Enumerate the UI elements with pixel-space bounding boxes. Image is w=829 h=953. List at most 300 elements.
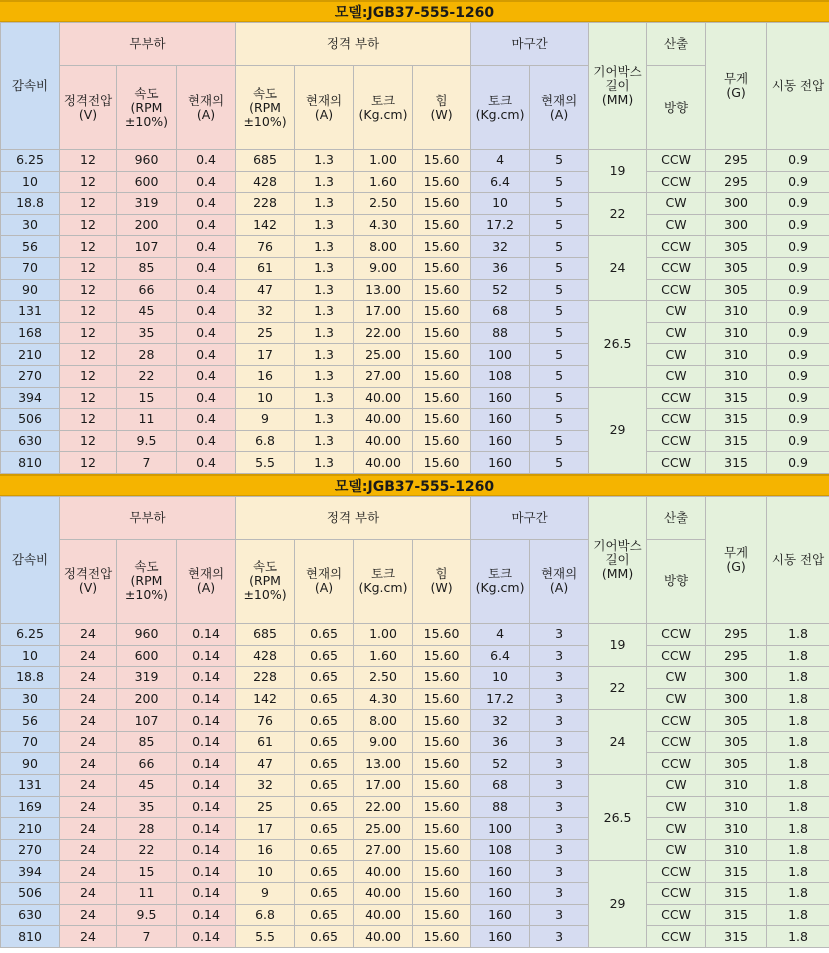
cell-rated-current: 0.65 [295, 667, 354, 689]
cell-weight: 310 [706, 796, 767, 818]
cell-direction: CW [647, 667, 706, 689]
cell-start-voltage: 0.9 [767, 452, 829, 474]
cell-direction: CCW [647, 430, 706, 452]
cell-rated-speed: 32 [236, 775, 295, 797]
cell-gearbox-length: 19 [589, 150, 647, 193]
cell-stall-current: 5 [530, 279, 589, 301]
table-row [1, 861, 829, 883]
header-line: 정격전압 [63, 92, 113, 108]
cell-no-load-speed: 85 [117, 257, 177, 279]
header-line: (A) [549, 580, 569, 596]
cell-no-load-current: 0.4 [177, 365, 236, 387]
cell-start-voltage: 0.9 [767, 279, 829, 301]
cell-voltage: 12 [60, 409, 117, 431]
cell-voltage: 12 [60, 214, 117, 236]
cell-no-load-current: 0.4 [177, 257, 236, 279]
table-row [1, 839, 829, 861]
cell-start-voltage: 1.8 [767, 667, 829, 689]
cell-stall-current: 5 [530, 365, 589, 387]
cell-rated-torque: 40.00 [354, 883, 413, 905]
cell-no-load-current: 0.14 [177, 731, 236, 753]
header-ratio: 감속비 [1, 496, 60, 623]
cell-rated-torque: 17.00 [354, 301, 413, 323]
cell-no-load-speed: 15 [117, 387, 177, 409]
cell-no-load-current: 0.14 [177, 818, 236, 840]
cell-start-voltage: 0.9 [767, 365, 829, 387]
table-row [1, 365, 829, 387]
header-line: (Kg.cm) [475, 580, 525, 596]
header-sub-row [1, 539, 829, 623]
header-line: 힘 [435, 566, 448, 582]
cell-no-load-speed: 11 [117, 409, 177, 431]
model-title: 모델:JGB37-555-1260 [0, 0, 829, 22]
cell-start-voltage: 1.8 [767, 883, 829, 905]
cell-no-load-current: 0.14 [177, 839, 236, 861]
cell-rated-speed: 685 [236, 623, 295, 645]
cell-rated-power: 15.60 [413, 344, 471, 366]
cell-start-voltage: 1.8 [767, 818, 829, 840]
cell-gearbox-length: 26.5 [589, 775, 647, 861]
cell-voltage: 24 [60, 775, 117, 797]
cell-rated-current: 1.3 [295, 301, 354, 323]
cell-direction: CCW [647, 926, 706, 948]
cell-direction: CW [647, 193, 706, 215]
cell-stall-current: 5 [530, 257, 589, 279]
cell-ratio: 131 [1, 775, 60, 797]
cell-direction: CCW [647, 409, 706, 431]
cell-stall-torque: 68 [471, 775, 530, 797]
cell-voltage: 24 [60, 926, 117, 948]
cell-stall-torque: 160 [471, 430, 530, 452]
cell-rated-power: 15.60 [413, 193, 471, 215]
cell-rated-speed: 17 [236, 818, 295, 840]
cell-start-voltage: 1.8 [767, 775, 829, 797]
header-stall-current [530, 539, 589, 623]
header-stall-current [530, 66, 589, 150]
cell-start-voltage: 0.9 [767, 171, 829, 193]
cell-rated-power: 15.60 [413, 861, 471, 883]
cell-voltage: 24 [60, 753, 117, 775]
header-line: (Kg.cm) [475, 106, 525, 122]
cell-no-load-speed: 22 [117, 365, 177, 387]
cell-rated-torque: 40.00 [354, 387, 413, 409]
cell-stall-current: 5 [530, 214, 589, 236]
header-line: 토크 [487, 566, 513, 582]
header-line: 속도 [134, 85, 159, 101]
cell-stall-current: 3 [530, 796, 589, 818]
cell-rated-current: 0.65 [295, 645, 354, 667]
header-line: (RPM [249, 573, 281, 589]
header-sub-row [1, 66, 829, 150]
table-row [1, 257, 829, 279]
cell-rated-torque: 4.30 [354, 688, 413, 710]
cell-weight: 295 [706, 171, 767, 193]
header-line: (RPM [130, 573, 163, 589]
cell-voltage: 24 [60, 839, 117, 861]
cell-rated-speed: 228 [236, 667, 295, 689]
header-no-load-voltage [60, 66, 117, 150]
cell-start-voltage: 0.9 [767, 301, 829, 323]
cell-stall-current: 5 [530, 452, 589, 474]
cell-gearbox-length: 26.5 [589, 301, 647, 387]
cell-rated-power: 15.60 [413, 688, 471, 710]
cell-stall-current: 3 [530, 731, 589, 753]
cell-no-load-current: 0.14 [177, 926, 236, 948]
header-rated-torque [354, 539, 413, 623]
cell-rated-current: 1.3 [295, 236, 354, 258]
cell-voltage: 12 [60, 257, 117, 279]
cell-rated-torque: 8.00 [354, 236, 413, 258]
header-line: 속도 [134, 559, 159, 575]
header-line: (A) [549, 106, 569, 122]
cell-direction: CW [647, 839, 706, 861]
cell-no-load-current: 0.14 [177, 861, 236, 883]
header-rated-torque [354, 66, 413, 150]
cell-direction: CCW [647, 883, 706, 905]
cell-stall-current: 3 [530, 818, 589, 840]
cell-rated-torque: 1.00 [354, 150, 413, 172]
header-line: 토크 [370, 566, 396, 582]
cell-rated-current: 0.65 [295, 839, 354, 861]
cell-start-voltage: 1.8 [767, 645, 829, 667]
header-line: (A) [314, 580, 334, 596]
cell-stall-current: 5 [530, 301, 589, 323]
cell-rated-speed: 428 [236, 171, 295, 193]
cell-stall-torque: 32 [471, 236, 530, 258]
cell-weight: 300 [706, 193, 767, 215]
spec-block [0, 0, 829, 474]
header-line: 기어박스 [593, 537, 642, 553]
cell-rated-torque: 1.60 [354, 645, 413, 667]
cell-ratio: 210 [1, 818, 60, 840]
header-stall: 마구간 [471, 496, 589, 539]
spec-block [0, 474, 829, 948]
cell-rated-speed: 6.8 [236, 430, 295, 452]
cell-rated-torque: 17.00 [354, 775, 413, 797]
cell-stall-current: 5 [530, 409, 589, 431]
table-row [1, 171, 829, 193]
cell-voltage: 24 [60, 861, 117, 883]
cell-rated-current: 1.3 [295, 257, 354, 279]
table-row [1, 904, 829, 926]
cell-rated-speed: 10 [236, 387, 295, 409]
cell-stall-current: 3 [530, 839, 589, 861]
cell-stall-current: 3 [530, 667, 589, 689]
cell-rated-power: 15.60 [413, 818, 471, 840]
cell-rated-current: 1.3 [295, 387, 354, 409]
cell-direction: CW [647, 688, 706, 710]
cell-voltage: 12 [60, 171, 117, 193]
cell-rated-current: 1.3 [295, 409, 354, 431]
header-stall-torque [471, 539, 530, 623]
cell-no-load-speed: 11 [117, 883, 177, 905]
cell-rated-power: 15.60 [413, 387, 471, 409]
header-line: (W) [430, 580, 453, 596]
cell-rated-speed: 6.8 [236, 904, 295, 926]
cell-stall-torque: 100 [471, 344, 530, 366]
cell-no-load-speed: 960 [117, 150, 177, 172]
cell-rated-speed: 10 [236, 861, 295, 883]
cell-rated-current: 0.65 [295, 796, 354, 818]
header-line: 속도 [252, 559, 278, 575]
cell-stall-torque: 160 [471, 387, 530, 409]
cell-weight: 315 [706, 904, 767, 926]
cell-rated-power: 15.60 [413, 926, 471, 948]
cell-stall-torque: 52 [471, 753, 530, 775]
cell-no-load-current: 0.4 [177, 150, 236, 172]
cell-ratio: 168 [1, 322, 60, 344]
cell-weight: 310 [706, 301, 767, 323]
table-row [1, 214, 829, 236]
cell-voltage: 24 [60, 688, 117, 710]
cell-ratio: 6.25 [1, 150, 60, 172]
header-line: 속도 [252, 85, 278, 101]
cell-direction: CW [647, 301, 706, 323]
header-line: ±10%) [243, 587, 287, 603]
cell-ratio: 90 [1, 279, 60, 301]
table-row [1, 688, 829, 710]
cell-stall-current: 5 [530, 193, 589, 215]
cell-stall-torque: 36 [471, 731, 530, 753]
cell-voltage: 24 [60, 883, 117, 905]
cell-no-load-speed: 28 [117, 818, 177, 840]
header-start-voltage: 시동 전압 [767, 496, 829, 623]
cell-gearbox-length: 19 [589, 623, 647, 666]
header-rated-load: 정격 부하 [236, 496, 471, 539]
table-row [1, 452, 829, 474]
cell-rated-torque: 22.00 [354, 322, 413, 344]
cell-weight: 305 [706, 753, 767, 775]
cell-ratio: 506 [1, 409, 60, 431]
cell-rated-power: 15.60 [413, 796, 471, 818]
cell-rated-speed: 25 [236, 322, 295, 344]
cell-no-load-speed: 7 [117, 926, 177, 948]
cell-weight: 310 [706, 775, 767, 797]
cell-ratio: 18.8 [1, 667, 60, 689]
header-line: 길이 [605, 78, 630, 93]
header-stall: 마구간 [471, 23, 589, 66]
header-line: 토크 [487, 92, 513, 108]
cell-rated-power: 15.60 [413, 452, 471, 474]
cell-stall-torque: 10 [471, 193, 530, 215]
cell-no-load-current: 0.14 [177, 775, 236, 797]
header-line: (Kg.cm) [358, 580, 408, 596]
header-group-row [1, 23, 829, 66]
header-stall-torque [471, 66, 530, 150]
cell-no-load-current: 0.4 [177, 322, 236, 344]
cell-voltage: 12 [60, 387, 117, 409]
cell-voltage: 12 [60, 279, 117, 301]
cell-direction: CCW [647, 387, 706, 409]
table-row [1, 236, 829, 258]
cell-stall-torque: 6.4 [471, 645, 530, 667]
cell-stall-torque: 108 [471, 839, 530, 861]
cell-rated-current: 0.65 [295, 753, 354, 775]
header-no-load-speed [117, 539, 177, 623]
cell-no-load-speed: 85 [117, 731, 177, 753]
header-line: 무게 [723, 544, 749, 560]
cell-no-load-speed: 45 [117, 301, 177, 323]
cell-start-voltage: 0.9 [767, 344, 829, 366]
cell-direction: CW [647, 365, 706, 387]
spec-table [0, 496, 829, 948]
cell-stall-current: 3 [530, 861, 589, 883]
cell-weight: 310 [706, 322, 767, 344]
cell-no-load-speed: 35 [117, 322, 177, 344]
cell-weight: 310 [706, 818, 767, 840]
cell-start-voltage: 0.9 [767, 430, 829, 452]
cell-no-load-speed: 107 [117, 236, 177, 258]
header-line: (MM) [601, 92, 634, 107]
cell-no-load-speed: 22 [117, 839, 177, 861]
cell-gearbox-length: 24 [589, 710, 647, 775]
table-row [1, 775, 829, 797]
cell-rated-torque: 2.50 [354, 667, 413, 689]
header-line: (MM) [601, 565, 634, 581]
header-no-load-current [177, 66, 236, 150]
header-line: (A) [196, 580, 216, 596]
header-line: 토크 [370, 92, 396, 108]
cell-weight: 300 [706, 688, 767, 710]
cell-rated-power: 15.60 [413, 236, 471, 258]
cell-gearbox-length: 22 [589, 667, 647, 710]
cell-rated-speed: 47 [236, 753, 295, 775]
cell-rated-torque: 4.30 [354, 214, 413, 236]
header-line: ±10%) [124, 587, 169, 603]
cell-weight: 305 [706, 279, 767, 301]
cell-no-load-current: 0.4 [177, 236, 236, 258]
cell-stall-torque: 160 [471, 452, 530, 474]
cell-rated-current: 1.3 [295, 365, 354, 387]
table-row [1, 645, 829, 667]
header-start-voltage: 시동 전압 [767, 23, 829, 150]
cell-rated-current: 1.3 [295, 214, 354, 236]
cell-rated-speed: 5.5 [236, 452, 295, 474]
cell-rated-torque: 9.00 [354, 257, 413, 279]
cell-no-load-current: 0.4 [177, 430, 236, 452]
cell-rated-power: 15.60 [413, 171, 471, 193]
cell-ratio: 630 [1, 430, 60, 452]
cell-rated-speed: 61 [236, 257, 295, 279]
header-group-row [1, 496, 829, 539]
cell-weight: 315 [706, 452, 767, 474]
table-row [1, 818, 829, 840]
cell-rated-power: 15.60 [413, 365, 471, 387]
cell-rated-speed: 9 [236, 409, 295, 431]
cell-rated-current: 0.65 [295, 688, 354, 710]
cell-stall-torque: 52 [471, 279, 530, 301]
cell-direction: CW [647, 344, 706, 366]
cell-rated-torque: 27.00 [354, 839, 413, 861]
cell-voltage: 12 [60, 452, 117, 474]
table-row [1, 926, 829, 948]
cell-rated-current: 1.3 [295, 279, 354, 301]
cell-voltage: 12 [60, 193, 117, 215]
cell-weight: 315 [706, 430, 767, 452]
header-line: (G) [726, 558, 746, 574]
cell-ratio: 70 [1, 257, 60, 279]
cell-start-voltage: 1.8 [767, 731, 829, 753]
cell-rated-power: 15.60 [413, 322, 471, 344]
cell-stall-current: 5 [530, 236, 589, 258]
cell-rated-torque: 40.00 [354, 430, 413, 452]
cell-gearbox-length: 29 [589, 387, 647, 473]
cell-rated-power: 15.60 [413, 883, 471, 905]
header-line: (W) [430, 106, 453, 122]
cell-direction: CCW [647, 904, 706, 926]
header-line: (G) [726, 85, 746, 100]
cell-ratio: 810 [1, 926, 60, 948]
cell-stall-torque: 108 [471, 365, 530, 387]
cell-direction: CW [647, 775, 706, 797]
cell-no-load-speed: 66 [117, 753, 177, 775]
cell-stall-torque: 36 [471, 257, 530, 279]
cell-stall-current: 5 [530, 344, 589, 366]
cell-stall-current: 3 [530, 883, 589, 905]
cell-rated-current: 0.65 [295, 731, 354, 753]
cell-rated-power: 15.60 [413, 623, 471, 645]
cell-rated-current: 0.65 [295, 904, 354, 926]
cell-rated-speed: 685 [236, 150, 295, 172]
cell-rated-speed: 16 [236, 839, 295, 861]
cell-stall-current: 3 [530, 688, 589, 710]
cell-ratio: 394 [1, 387, 60, 409]
header-line: (V) [78, 580, 98, 596]
cell-voltage: 24 [60, 818, 117, 840]
cell-weight: 315 [706, 926, 767, 948]
cell-rated-speed: 17 [236, 344, 295, 366]
cell-no-load-current: 0.4 [177, 409, 236, 431]
cell-stall-torque: 160 [471, 904, 530, 926]
cell-rated-speed: 142 [236, 688, 295, 710]
cell-direction: CCW [647, 623, 706, 645]
header-no-load: 무부하 [60, 23, 236, 66]
cell-direction: CCW [647, 171, 706, 193]
table-row [1, 301, 829, 323]
cell-voltage: 24 [60, 710, 117, 732]
cell-voltage: 12 [60, 430, 117, 452]
header-direction: 방향 [647, 539, 706, 623]
cell-gearbox-length: 22 [589, 193, 647, 236]
header-output: 산출 [647, 496, 706, 539]
cell-weight: 305 [706, 257, 767, 279]
cell-voltage: 24 [60, 645, 117, 667]
header-line: 무게 [723, 71, 749, 86]
header-no-load-speed [117, 66, 177, 150]
table-row [1, 279, 829, 301]
header-line: 현재의 [305, 92, 343, 108]
cell-stall-torque: 100 [471, 818, 530, 840]
cell-ratio: 56 [1, 710, 60, 732]
cell-rated-torque: 2.50 [354, 193, 413, 215]
cell-weight: 295 [706, 150, 767, 172]
cell-rated-speed: 228 [236, 193, 295, 215]
header-line: 현재의 [187, 566, 225, 582]
cell-rated-current: 0.65 [295, 926, 354, 948]
cell-rated-current: 1.3 [295, 171, 354, 193]
cell-voltage: 12 [60, 322, 117, 344]
cell-ratio: 10 [1, 171, 60, 193]
header-line: 기어박스 [593, 64, 642, 79]
cell-start-voltage: 1.8 [767, 904, 829, 926]
table-row [1, 430, 829, 452]
header-gearbox-length [589, 23, 647, 150]
cell-no-load-current: 0.14 [177, 710, 236, 732]
cell-weight: 315 [706, 883, 767, 905]
header-rated-speed [236, 539, 295, 623]
cell-rated-torque: 1.00 [354, 623, 413, 645]
cell-rated-torque: 25.00 [354, 344, 413, 366]
